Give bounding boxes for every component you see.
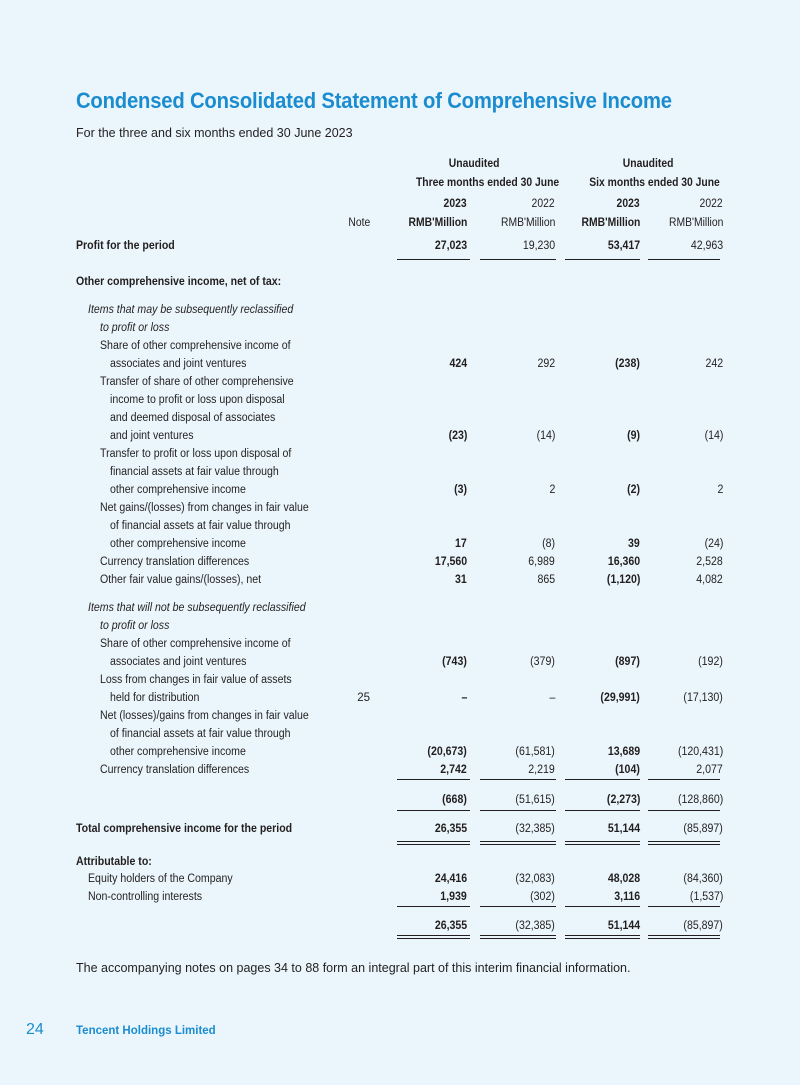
row-label: and joint ventures: [110, 430, 194, 442]
table-row: [0, 304, 800, 322]
row-value-col2: (302): [530, 891, 555, 903]
company-name: Tencent Holdings Limited: [76, 1025, 216, 1037]
row-value-col4: (17,130): [683, 692, 723, 704]
table-row: [0, 502, 800, 520]
double-rule-line: [480, 841, 556, 845]
row-value-col1: 24,416: [434, 873, 467, 885]
table-row: [0, 823, 800, 841]
row-value-col1: 424: [449, 358, 467, 370]
row-value-col3: 16,360: [607, 556, 640, 568]
table-row: [0, 412, 800, 430]
row-label: other comprehensive income: [110, 538, 246, 550]
row-value-col3: (104): [615, 764, 640, 776]
row-value-col1: (743): [442, 656, 467, 668]
header-unit-col2: RMB'Million: [500, 217, 555, 229]
row-label: and deemed disposal of associates: [110, 412, 276, 424]
row-label: Transfer to profit or loss upon disposal of: [100, 448, 292, 460]
header-unit-col3: RMB'Million: [581, 217, 640, 229]
header-year-col1: 2023: [443, 198, 467, 210]
row-label: income to profit or loss upon disposal: [110, 394, 285, 406]
row-label: Net (losses)/gains from changes in fair value: [100, 710, 309, 722]
row-value-col3: 53,417: [607, 240, 640, 252]
header-period-three-months: Three months ended 30 June: [415, 177, 560, 189]
row-value-col4: (120,431): [677, 746, 723, 758]
row-value-col3: (238): [615, 358, 640, 370]
row-value-col2: 6,989: [528, 556, 555, 568]
row-value-col3: (1,120): [606, 574, 640, 586]
row-label: Non-controlling interests: [88, 891, 203, 903]
row-label: Currency translation differences: [100, 556, 250, 568]
row-label: associates and joint ventures: [110, 358, 247, 370]
row-value-col2: 292: [537, 358, 555, 370]
row-value-col1: 26,355: [434, 823, 467, 835]
table-row: [0, 430, 800, 448]
row-value-col1: 1,939: [440, 891, 467, 903]
row-value-col4: 4,082: [696, 574, 723, 586]
double-rule-line: [565, 841, 640, 845]
row-label: Total comprehensive income for the period: [76, 823, 293, 835]
rule-line: [397, 779, 470, 780]
rule-line: [648, 906, 720, 907]
footer-note: The accompanying notes on pages 34 to 88 form an integral part of this interim financial information.: [76, 961, 631, 975]
table-row: [0, 358, 800, 376]
row-value-col1: –: [461, 692, 467, 704]
row-value-col1: 26,355: [434, 920, 467, 932]
double-rule-line: [648, 841, 720, 845]
rule-line: [648, 259, 720, 260]
page-number: 24: [26, 1021, 44, 1038]
rule-line: [565, 779, 640, 780]
row-value-col2: (51,615): [515, 794, 555, 806]
header-year-col2: 2022: [531, 198, 555, 210]
row-label: held for distribution: [110, 692, 200, 704]
double-rule-line: [565, 935, 640, 939]
row-value-col2: 865: [537, 574, 555, 586]
row-value-col3: 39: [628, 538, 640, 550]
header-unaudited-six-months: Unaudited: [622, 158, 674, 170]
row-value-col2: 2,219: [528, 764, 555, 776]
header-unit-col4: RMB'Million: [668, 217, 723, 229]
rule-line: [648, 810, 720, 811]
row-value-col4: (24): [704, 538, 723, 550]
row-value-col3: (897): [615, 656, 640, 668]
table-row: [0, 746, 800, 764]
row-value-col2: (14): [536, 430, 555, 442]
double-rule-line: [397, 935, 470, 939]
row-label: Profit for the period: [76, 240, 175, 252]
row-value-col4: (85,897): [683, 823, 723, 835]
table-row: [0, 728, 800, 746]
double-rule-line: [480, 935, 556, 939]
row-value-col2: (61,581): [515, 746, 555, 758]
row-value-col4: 242: [705, 358, 723, 370]
row-value-col1: 17: [455, 538, 467, 550]
row-value-col4: 42,963: [690, 240, 723, 252]
row-value-col1: (23): [448, 430, 467, 442]
row-value-col4: (84,360): [683, 873, 723, 885]
table-row: [0, 710, 800, 728]
row-value-col1: 27,023: [434, 240, 467, 252]
row-value-col3: 48,028: [607, 873, 640, 885]
row-label: Attributable to:: [76, 856, 152, 868]
header-note: Note: [348, 217, 370, 229]
double-rule-line: [397, 841, 470, 845]
table-row: [0, 322, 800, 340]
row-value-col3: (9): [627, 430, 640, 442]
row-value-col1: 2,742: [440, 764, 467, 776]
rule-line: [480, 906, 556, 907]
table-row: [0, 376, 800, 394]
row-label: Loss from changes in fair value of assets: [100, 674, 292, 686]
table-row: [0, 240, 800, 258]
row-label: of financial assets at fair value through: [110, 520, 291, 532]
row-value-col4: 2,077: [696, 764, 723, 776]
row-label: Other comprehensive income, net of tax:: [76, 276, 282, 288]
table-row: [0, 856, 800, 874]
row-value-col4: 2,528: [696, 556, 723, 568]
header-unit-col1: RMB'Million: [408, 217, 467, 229]
row-label: Items that will not be subsequently reclassified: [88, 602, 306, 614]
header-unaudited-three-months: Unaudited: [448, 158, 500, 170]
row-value-col4: 2: [717, 484, 723, 496]
row-label: Currency translation differences: [100, 764, 250, 776]
row-label: Equity holders of the Company: [88, 873, 233, 885]
row-label: other comprehensive income: [110, 746, 246, 758]
row-value-col3: (29,991): [600, 692, 640, 704]
row-label: other comprehensive income: [110, 484, 246, 496]
row-value-col3: 3,116: [614, 891, 640, 903]
table-row: [0, 276, 800, 294]
row-label: Share of other comprehensive income of: [100, 340, 291, 352]
row-value-col1: 31: [455, 574, 467, 586]
row-value-col3: (2): [627, 484, 640, 496]
table-row: [0, 638, 800, 656]
rule-line: [648, 779, 720, 780]
header-period-six-months: Six months ended 30 June: [589, 177, 720, 189]
rule-line: [480, 779, 556, 780]
row-value-col3: (2,273): [606, 794, 640, 806]
row-label: of financial assets at fair value through: [110, 728, 291, 740]
row-value-col1: (3): [454, 484, 467, 496]
row-label: Share of other comprehensive income of: [100, 638, 291, 650]
row-label: to profit or loss: [100, 322, 170, 334]
row-value-col4: (1,537): [689, 891, 723, 903]
row-value-col1: 17,560: [434, 556, 467, 568]
row-value-col3: 13,689: [607, 746, 640, 758]
row-value-col3: 51,144: [607, 823, 640, 835]
row-value-col2: 19,230: [522, 240, 555, 252]
table-row: [0, 602, 800, 620]
page-title: Condensed Consolidated Statement of Comprehensive Income: [76, 88, 672, 113]
row-note: 25: [357, 692, 370, 704]
table-row: [0, 466, 800, 484]
row-value-col4: (128,860): [677, 794, 723, 806]
double-rule-line: [648, 935, 720, 939]
table-row: [0, 448, 800, 466]
rule-line: [480, 259, 556, 260]
page-subtitle: For the three and six months ended 30 June 2023: [76, 126, 353, 140]
header-year-col4: 2022: [699, 198, 723, 210]
row-value-col2: (8): [542, 538, 555, 550]
table-row: [0, 574, 800, 592]
row-value-col1: (20,673): [427, 746, 467, 758]
table-row: [0, 620, 800, 638]
row-value-col4: (192): [698, 656, 723, 668]
table-row: [0, 394, 800, 412]
row-value-col2: (32,083): [515, 873, 555, 885]
table-row: [0, 484, 800, 502]
row-label: Transfer of share of other comprehensive: [100, 376, 294, 388]
table-row: [0, 692, 800, 710]
table-row: [0, 340, 800, 358]
row-value-col2: (32,385): [515, 920, 555, 932]
table-row: [0, 873, 800, 891]
table-row: [0, 556, 800, 574]
row-value-col1: (668): [442, 794, 467, 806]
row-value-col2: –: [549, 692, 555, 704]
row-value-col4: (14): [704, 430, 723, 442]
row-label: Other fair value gains/(losses), net: [100, 574, 262, 586]
rule-line: [397, 810, 470, 811]
rule-line: [565, 906, 640, 907]
row-label: associates and joint ventures: [110, 656, 247, 668]
rule-line: [565, 259, 640, 260]
table-row: [0, 538, 800, 556]
row-label: Net gains/(losses) from changes in fair value: [100, 502, 309, 514]
rule-line: [480, 810, 556, 811]
row-label: Items that may be subsequently reclassified: [88, 304, 294, 316]
row-value-col2: (32,385): [515, 823, 555, 835]
row-label: to profit or loss: [100, 620, 170, 632]
table-row: [0, 656, 800, 674]
rule-line: [397, 259, 470, 260]
rule-line: [397, 906, 470, 907]
row-value-col3: 51,144: [607, 920, 640, 932]
rule-line: [565, 810, 640, 811]
header-year-col3: 2023: [616, 198, 640, 210]
row-label: financial assets at fair value through: [110, 466, 279, 478]
table-row: [0, 520, 800, 538]
table-row: [0, 674, 800, 692]
row-value-col4: (85,897): [683, 920, 723, 932]
row-value-col2: 2: [549, 484, 555, 496]
row-value-col2: (379): [530, 656, 555, 668]
